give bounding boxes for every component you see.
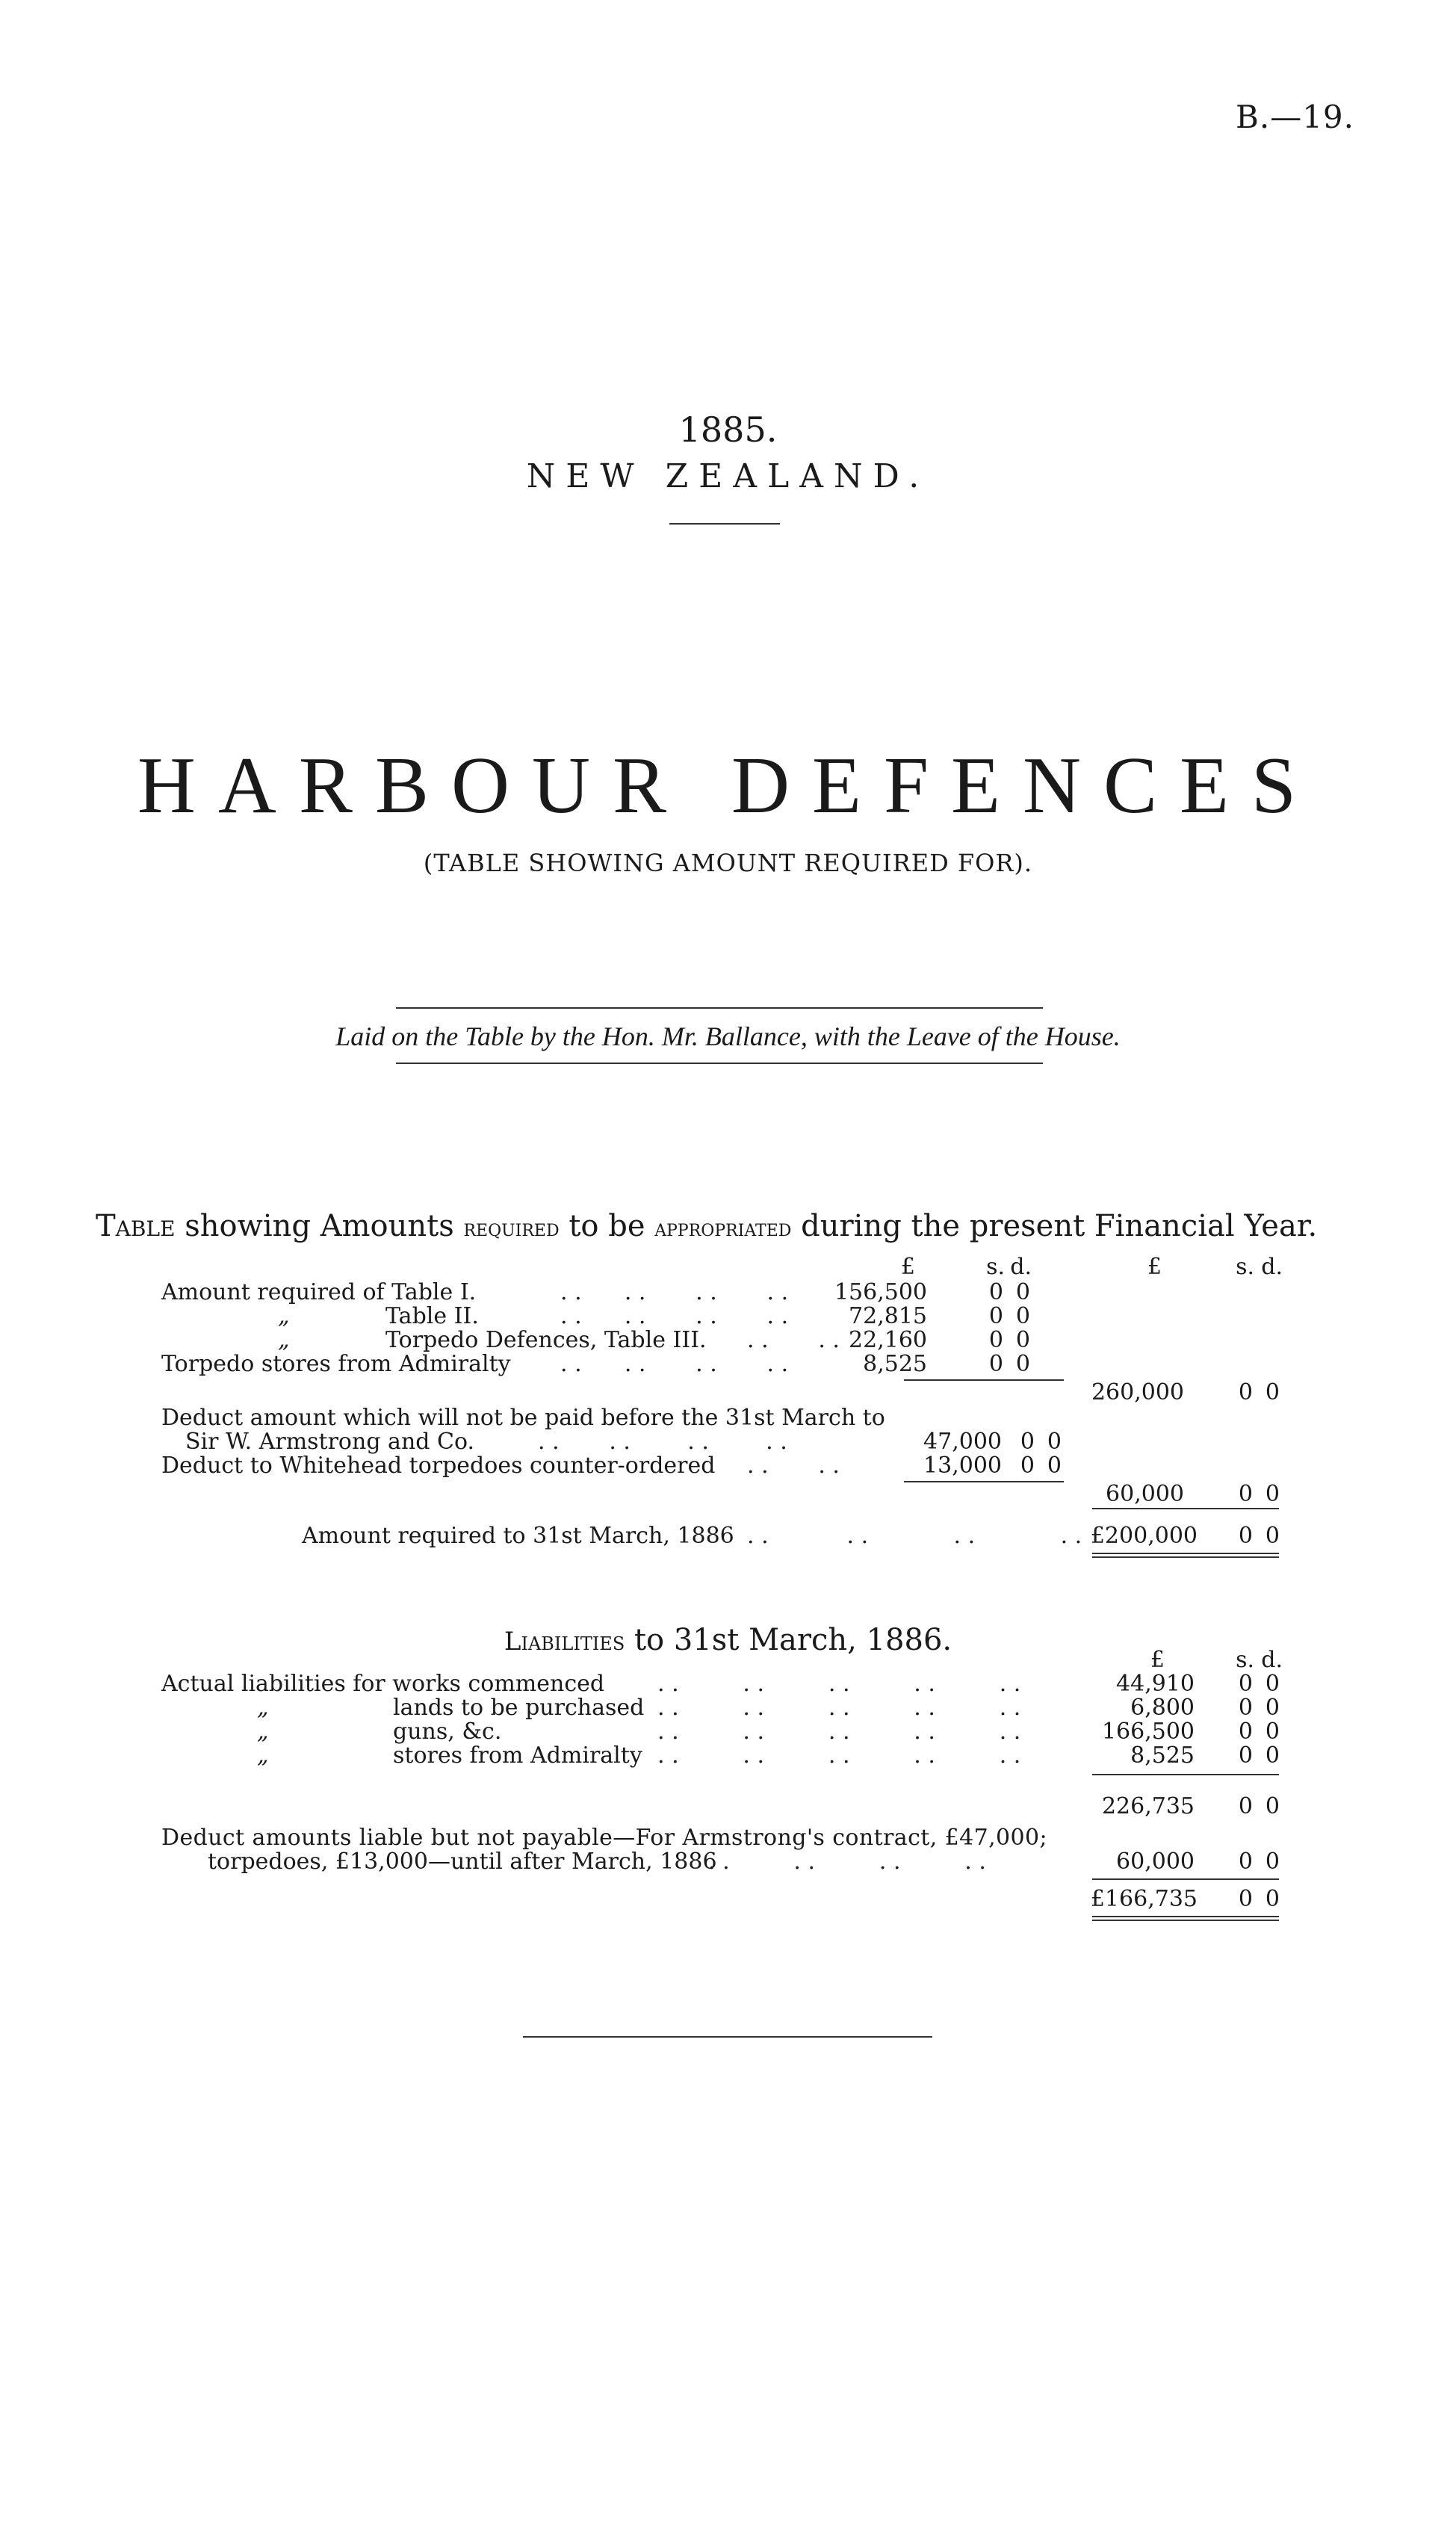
table-row	[0, 1671, 1456, 1696]
row-label: torpedoes, £13,000—until after March, 1886	[208, 1849, 717, 1875]
row-pence: 0	[1015, 1327, 1030, 1353]
subtotal-row	[0, 1481, 1456, 1506]
row-label: Deduct amounts liable but not payable—For Armstrong's contract, £47,000;	[161, 1825, 1047, 1851]
total-shillings: 0	[1238, 1886, 1253, 1912]
table-row	[0, 1849, 1456, 1874]
row-shillings: 0	[988, 1303, 1003, 1329]
row-label: Torpedo Defences, Table III.	[385, 1327, 707, 1353]
row-shillings: 0	[1020, 1429, 1035, 1455]
leader-dots: . . . . . . . . . .	[657, 1719, 1021, 1745]
table2-column-headers	[0, 1647, 1456, 1672]
subtotal-rule	[1092, 1774, 1279, 1775]
ditto-mark: „	[278, 1303, 290, 1329]
table-row	[0, 1279, 1456, 1305]
leader-dots: . . . .	[747, 1453, 840, 1479]
row-amount: 47,000	[923, 1429, 1002, 1455]
leader-dots: . . . .	[747, 1327, 840, 1353]
row-pence: 0	[1265, 1671, 1280, 1697]
total-shillings: 0	[1238, 1523, 1253, 1549]
leader-dots: . . . . . . . .	[708, 1849, 986, 1875]
col-pence: d.	[1010, 1254, 1032, 1280]
col2-pound: £	[1147, 1254, 1162, 1280]
total-amount: £200,000	[1090, 1523, 1198, 1549]
table2-heading-text: to 31st March, 1886.	[633, 1623, 952, 1657]
leader-dots: . . . . . . . .	[560, 1351, 789, 1377]
table2-heading-word: Liabilities	[504, 1627, 625, 1657]
row-amount: 8,525	[1130, 1742, 1195, 1769]
row-shillings: 0	[1238, 1719, 1253, 1745]
table1-heading-text: showing Amounts	[185, 1209, 454, 1243]
row-label: Actual liabilities for works commenced	[161, 1671, 605, 1697]
table1-heading-required: required	[463, 1213, 560, 1242]
row-shillings: 0	[1238, 1742, 1253, 1769]
subtotal-pence: 0	[1265, 1481, 1280, 1507]
row-label: Table II.	[385, 1303, 479, 1329]
table-row	[0, 1695, 1456, 1720]
table-row	[0, 1453, 1456, 1478]
table-row	[0, 1429, 1456, 1454]
leader-dots: . . . . . . . . . .	[657, 1671, 1021, 1697]
row-pence: 0	[1047, 1429, 1062, 1455]
subtotal-shillings: 0	[1238, 1481, 1253, 1507]
total-pence: 0	[1265, 1523, 1280, 1549]
table-row	[0, 1327, 1456, 1352]
total-label: Amount required to 31st March, 1886	[302, 1523, 734, 1549]
row-label: Deduct amount which will not be paid before the 31st March to	[161, 1405, 885, 1431]
col-shillings: s.	[986, 1254, 1005, 1280]
leader-dots: . . . . . . . .	[560, 1303, 789, 1329]
row-amount: 156,500	[834, 1279, 927, 1305]
row-pence: 0	[1265, 1742, 1280, 1769]
table-row	[0, 1303, 1456, 1329]
row-label: lands to be purchased	[393, 1695, 645, 1721]
row-amount: 44,910	[1116, 1671, 1195, 1697]
row-shillings: 0	[988, 1327, 1003, 1353]
table-row	[0, 1742, 1456, 1768]
row-label: Deduct to Whitehead torpedoes counter-ordered	[161, 1453, 716, 1479]
closing-rule	[523, 2036, 932, 2038]
total-amount: £166,735	[1090, 1886, 1198, 1912]
subtotal-row	[0, 1793, 1456, 1819]
document-reference: B.—19.	[1235, 99, 1354, 135]
leader-dots: . . . . . . . . . .	[657, 1695, 1021, 1721]
row-pence: 0	[1265, 1849, 1280, 1875]
row-amount: 13,000	[923, 1453, 1002, 1479]
row-label: guns, &c.	[393, 1719, 502, 1745]
subtotal-pence: 0	[1265, 1793, 1280, 1819]
laid-top-rule	[396, 1007, 1043, 1009]
col-pound: £	[900, 1254, 915, 1280]
row-label: stores from Admiralty	[393, 1742, 642, 1769]
subtotal-amount: 60,000	[1106, 1481, 1184, 1507]
col2-pence: d.	[1261, 1254, 1283, 1280]
total-double-rule	[1092, 1916, 1279, 1921]
row-amount: 166,500	[1101, 1719, 1195, 1745]
table1-heading	[96, 1209, 1317, 1243]
total-double-rule	[1092, 1553, 1279, 1558]
row-amount: 6,800	[1130, 1695, 1195, 1721]
table1-heading-word: Table	[96, 1209, 176, 1243]
row-amount: 60,000	[1116, 1849, 1195, 1875]
subtotal-amount: 226,735	[1101, 1793, 1195, 1819]
row-pence: 0	[1015, 1303, 1030, 1329]
subtotal-rule	[1092, 1878, 1279, 1880]
row-label: Torpedo stores from Admiralty	[161, 1351, 511, 1377]
row-pence: 0	[1047, 1453, 1062, 1479]
row-amount: 22,160	[849, 1327, 927, 1353]
total-row	[0, 1523, 1456, 1548]
row-amount: 8,525	[863, 1351, 927, 1377]
ditto-mark: „	[278, 1327, 290, 1353]
row-pence: 0	[1015, 1351, 1030, 1377]
col-pence: d.	[1261, 1647, 1283, 1673]
document-year: 1885.	[678, 409, 778, 450]
ditto-mark: „	[257, 1695, 269, 1721]
leader-dots: . . . . . . . .	[538, 1429, 787, 1455]
table1-heading-tail: during the present Financial Year.	[801, 1209, 1318, 1243]
leader-dots: . . . . . . . .	[747, 1523, 1082, 1549]
row-amount: 72,815	[849, 1303, 927, 1329]
ditto-mark: „	[257, 1719, 269, 1745]
table1-heading-tobe: to be	[569, 1209, 645, 1243]
subtotal-pence: 0	[1265, 1379, 1280, 1405]
row-label: Sir W. Armstrong and Co.	[185, 1429, 475, 1455]
table-row	[0, 1351, 1456, 1376]
total-row	[0, 1886, 1456, 1911]
country-heading: NEW ZEALAND.	[526, 457, 930, 495]
row-shillings: 0	[988, 1279, 1003, 1305]
subtotal-shillings: 0	[1238, 1379, 1253, 1405]
leader-dots: . . . . . . . .	[560, 1279, 789, 1305]
row-pence: 0	[1265, 1719, 1280, 1745]
laid-on-table-note: Laid on the Table by the Hon. Mr. Ballance, with the Leave of the House.	[335, 1021, 1121, 1051]
table-row	[0, 1719, 1456, 1744]
row-shillings: 0	[1238, 1849, 1253, 1875]
subtotal-rule	[1092, 1508, 1279, 1509]
row-shillings: 0	[988, 1351, 1003, 1377]
table1-column-headers	[0, 1254, 1456, 1281]
row-shillings: 0	[1020, 1453, 1035, 1479]
row-pence: 0	[1015, 1279, 1030, 1305]
row-pence: 0	[1265, 1695, 1280, 1721]
subtotal-amount: 260,000	[1091, 1379, 1184, 1405]
col2-shillings: s.	[1236, 1254, 1254, 1280]
row-shillings: 0	[1238, 1695, 1253, 1721]
table-row	[0, 1825, 1456, 1850]
document-subtitle: (TABLE SHOWING AMOUNT REQUIRED FOR).	[423, 849, 1033, 877]
subtotal-shillings: 0	[1238, 1793, 1253, 1819]
leader-dots: . . . . . . . . . .	[657, 1742, 1021, 1769]
document-title: HARBOUR DEFENCES	[137, 741, 1319, 830]
total-pence: 0	[1265, 1886, 1280, 1912]
subtotal-row	[0, 1379, 1456, 1405]
table1-heading-appropriated: appropriated	[654, 1213, 792, 1242]
ditto-mark: „	[257, 1742, 269, 1769]
col-shillings: s.	[1236, 1647, 1254, 1673]
laid-bottom-rule	[396, 1063, 1043, 1064]
row-label: Amount required of Table I.	[161, 1279, 477, 1305]
table-row	[0, 1405, 1456, 1430]
masthead-divider	[669, 523, 780, 525]
col-pound: £	[1150, 1647, 1165, 1673]
row-shillings: 0	[1238, 1671, 1253, 1697]
